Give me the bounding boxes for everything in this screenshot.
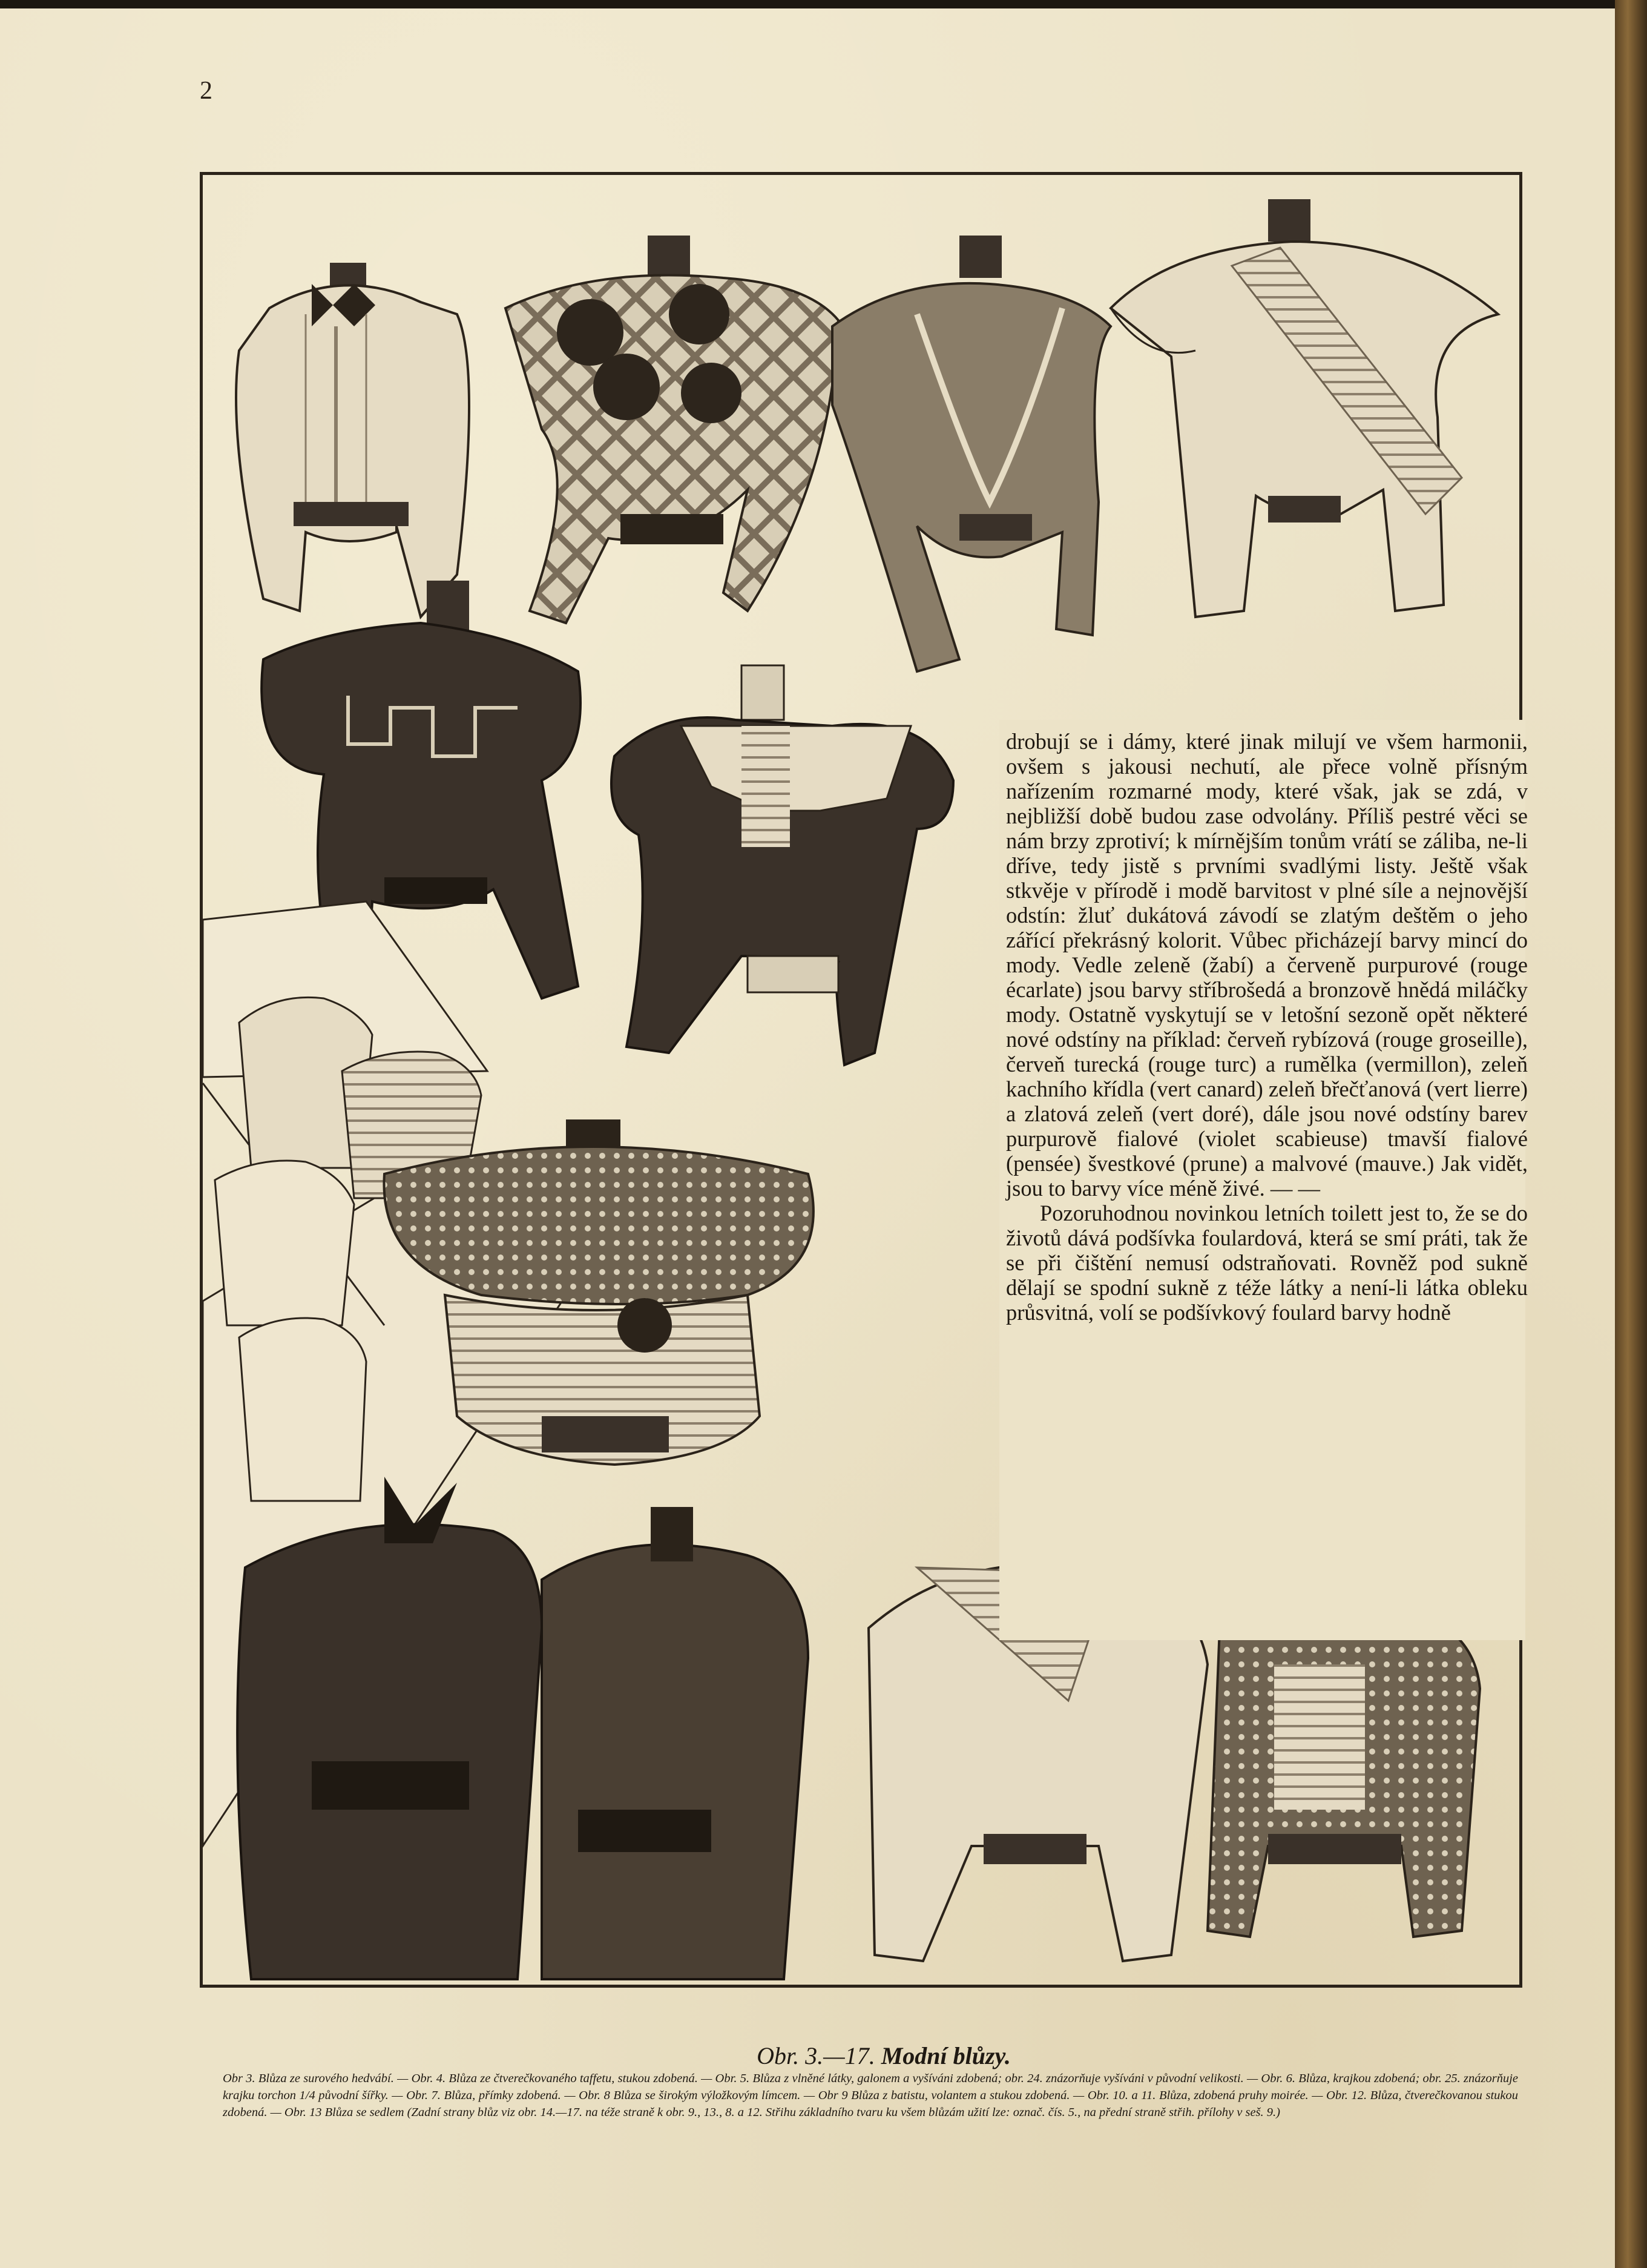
blouse-fig-3 <box>236 263 469 617</box>
article-paragraph-2: Pozoruhodnou novinkou letních toilett jest to, že se do životů dává podšívka foulardová, která se smí práti, tak že se při čištění nemusí odstraňovati. Rovněž pod sukně dělají se spodní sukně z téže látky a není-li látka obleku průsvitná, volí se podšívkový foulard barvy hodně <box>1006 1201 1528 1325</box>
figure-caption-notes: Obr 3. Blůza ze surového hedvábí. — Obr. 4. Blůza ze čtverečkovaného taffetu, stukou zdobená. — Obr. 5. Blůza z vlněné látky, galonem a vyšíváni zdobená; obr. 24. znázorňuje vyšíváni v původní velikosti. — Obr. 6. Blůza, krajkou zdobená; obr. 25. znázorňuje krajku torchon 1/4 původní šířky. — Obr. 7. Blůza, přímky zdobená. — Obr. 8 Blůza se širokým výložkovým límcem. — Obr 9 Blůza z batistu, volantem a stukou zdobená. — Obr. 10. a 11. Blůza, zdobená pruhy moirée. — Obr. 12. Blůza, čtverečkovanou stukou zdobená. — Obr. 13 Blůza se sedlem (Zadní strany blůz viz obr. 14.—17. na téže straně k obr. 9., 13., 8. a 12. Střihu základního tvaru ku všem blůzám užití lze: označ. čís. 5., na přední straně střih. přílohy v seš. 9.) <box>223 2072 1518 2119</box>
article-text <box>1006 729 1528 1325</box>
figure-caption-title <box>714 2042 1053 2070</box>
blouse-fig-6 <box>1111 199 1498 617</box>
book-spine-edge <box>1615 0 1647 2268</box>
caption-figure-numbers: Obr. 3.—17. <box>757 2042 875 2069</box>
caption-figure-title: Modní blůzy. <box>881 2042 1011 2069</box>
page-number: 2 <box>200 77 212 105</box>
blouse-fig-11 <box>542 1507 808 1979</box>
blouse-fig-4 <box>505 236 838 623</box>
article-paragraph-1: drobují se i dámy, které jinak milují ve všem harmonii, ovšem s jakousi nechutí, ale přece volně přísným nařízením rozmarné mody, které však, jak se zdá, v nejbližší době budou zase odvolány. Příliš pestré věci se nám brzy zprotiví; k mírnějším tonům vrátí se záliba, ne-li dříve, tedy jistě s prvními svadlými listy. Ještě však stkvěje v přírodě i modě barvitost v plné síle a nejnovější odstín: žluť dukátová závodí se zlatým deštěm o jeho zářící překrásný kolorit. Vůbec přicházejí barvy mincí do mody. Vedle zeleně (žabí) a červeně purpurové (rouge écarlate) jsou barvy stříbrošedá a bronzově hnědá miláčky mody. Ostatně vyskytují se v letošní sezoně opět některé nové odstíny na příklad: červeň rybízová (rouge groseille), červeň turecká (rouge turc) a rumělka (vermillon), zeleň kachního křídla (vert canard) zeleň břečťanová (vert lierre) a zlatová zeleň (vert doré), dále jsou nové odstíny barev purpurově fialové (violet scabieuse) tmavší fialové (pensée) švestkové (prune) a malvové (mauve.) Jak vidět, jsou to barvy více méně živé. — — <box>1006 729 1528 1201</box>
blouse-fig-10 <box>237 1477 542 1979</box>
blouse-fig-5 <box>832 236 1111 671</box>
blouse-fig-8 <box>611 665 953 1065</box>
magazine-page <box>0 8 1615 2268</box>
